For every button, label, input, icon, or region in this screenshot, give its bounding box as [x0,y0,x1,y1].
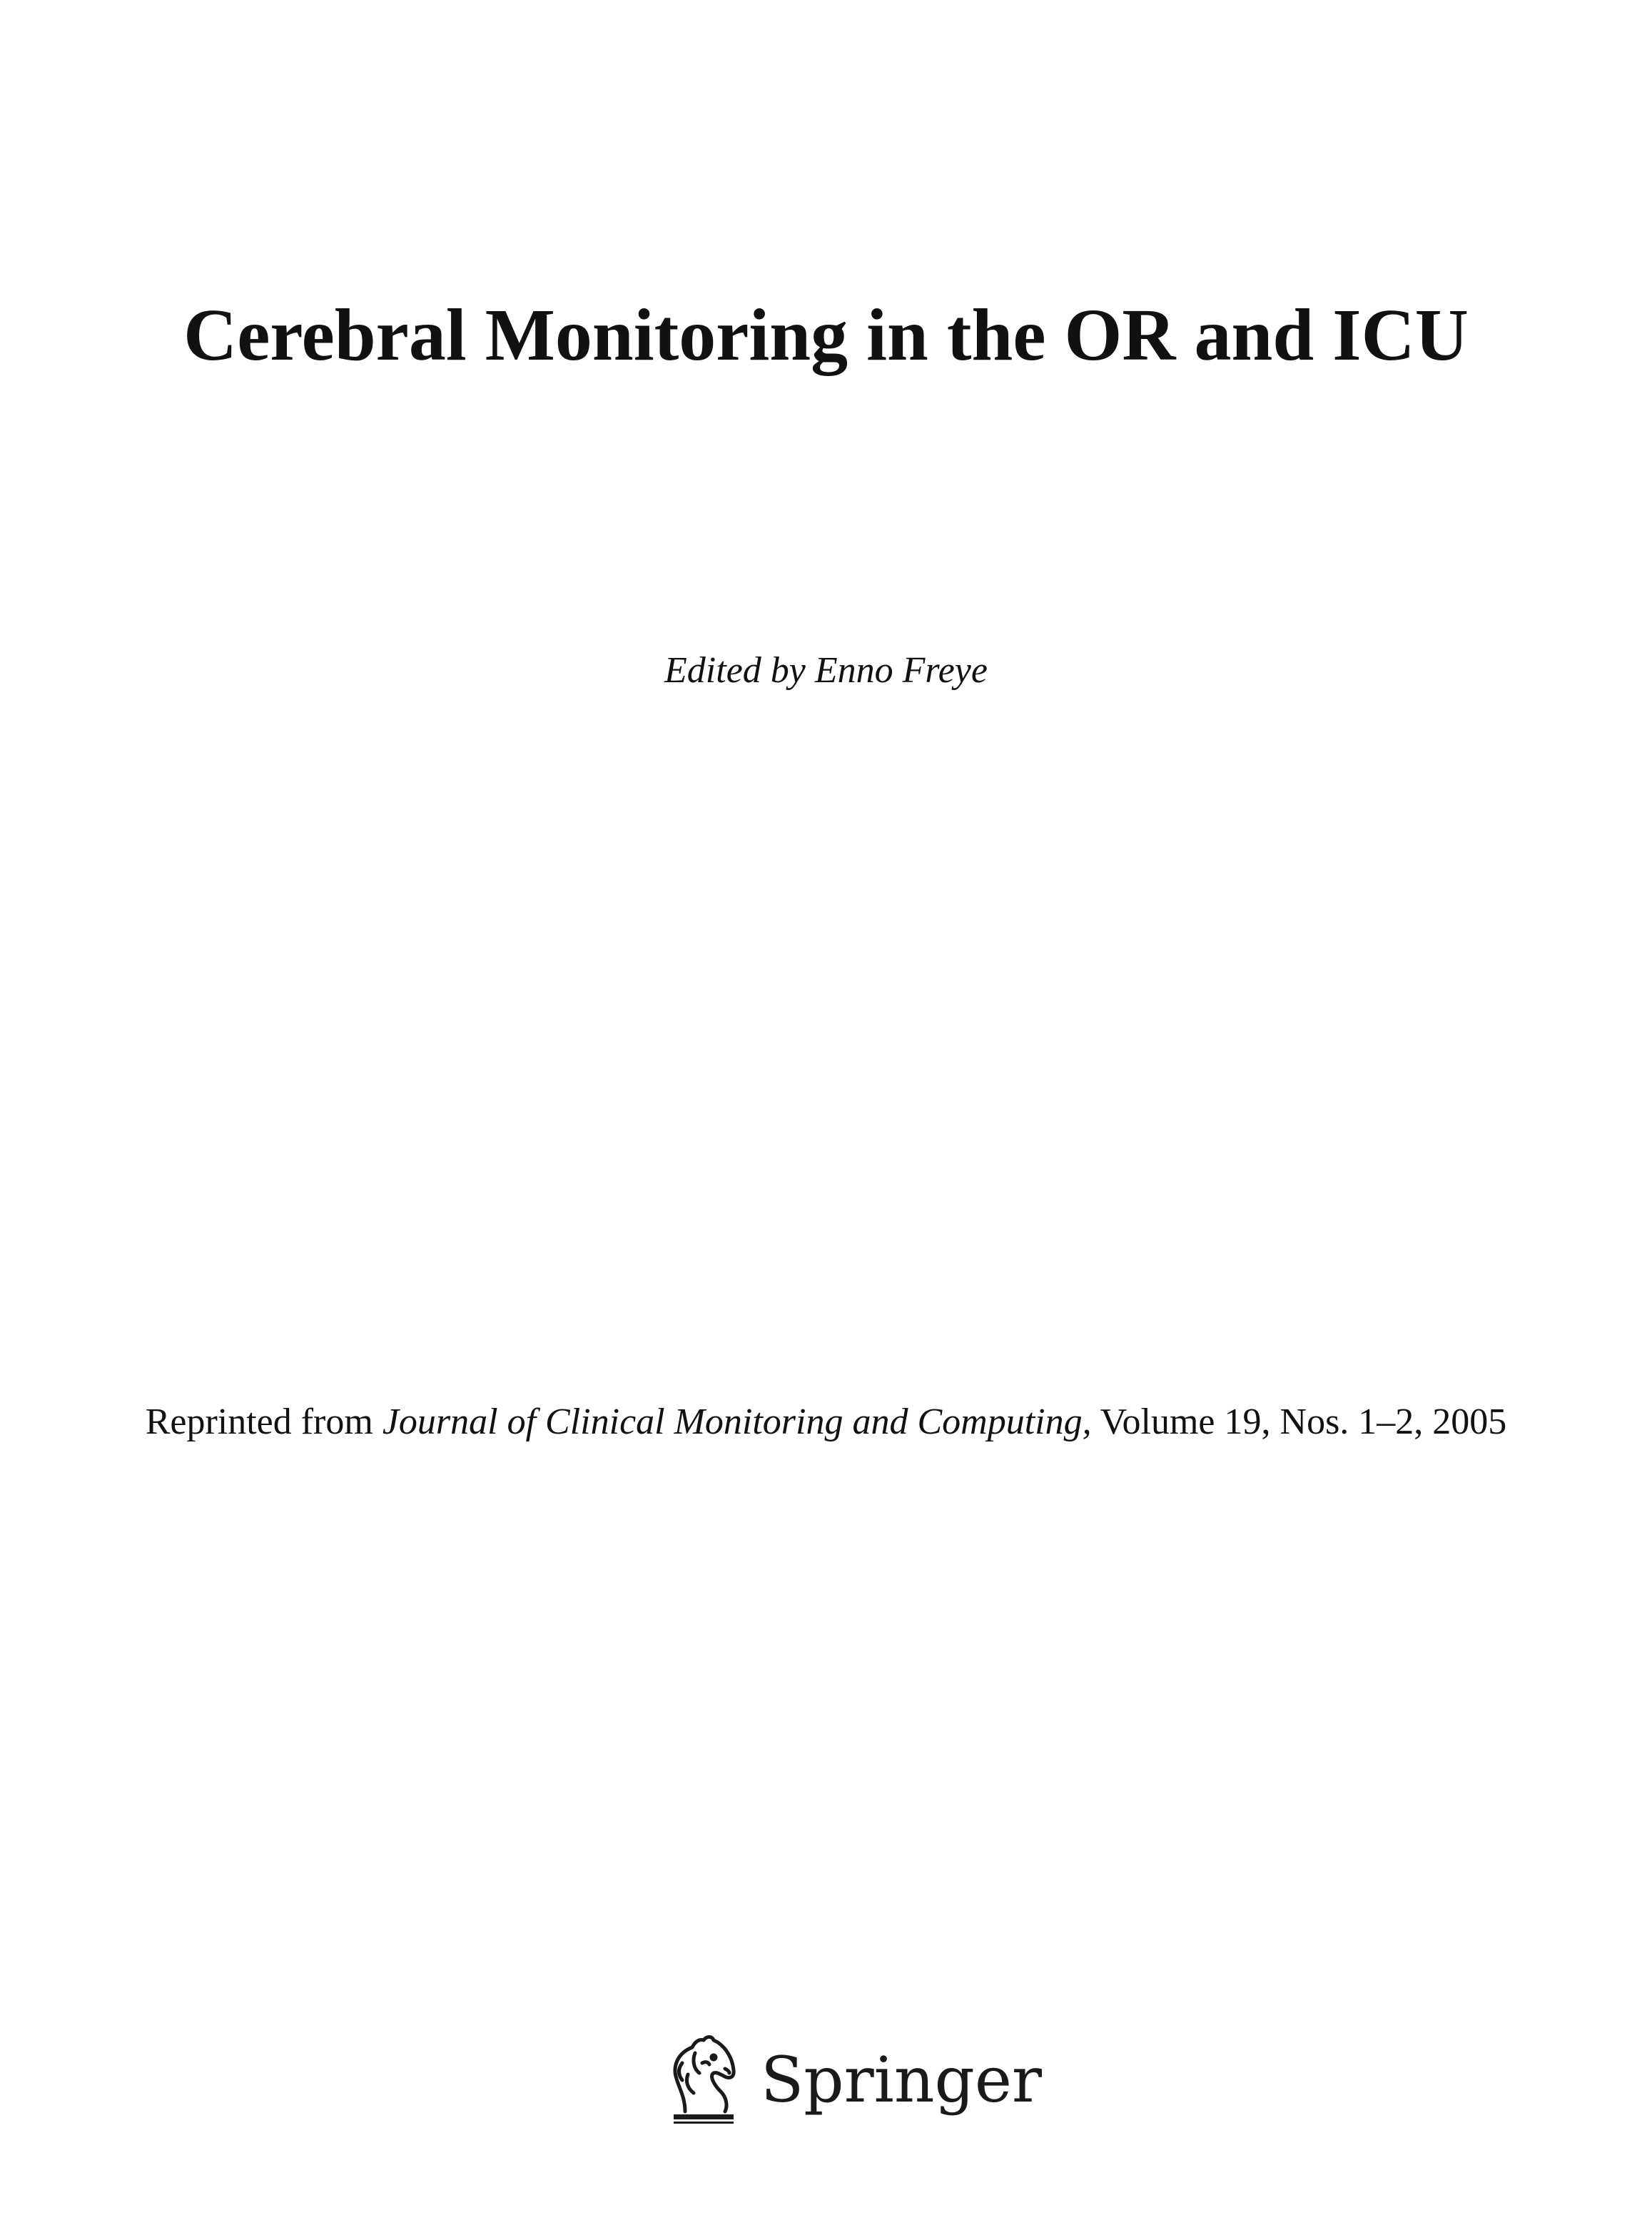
knight-horse-head-icon [664,2032,742,2129]
publisher-name: Springer [761,2043,1042,2117]
reprint-notice [0,1397,1652,1447]
book-title: Cerebral Monitoring in the OR and ICU [183,294,1469,376]
reprint-suffix: Volume 19, Nos. 1–2, 2005 [1091,1402,1507,1442]
journal-name: Journal of Clinical Monitoring and Computing, [382,1402,1092,1442]
publisher-imprint [664,2027,1042,2134]
editor-credit: Edited by Enno Freye [664,650,988,691]
reprint-prefix: Reprinted from [145,1402,382,1442]
